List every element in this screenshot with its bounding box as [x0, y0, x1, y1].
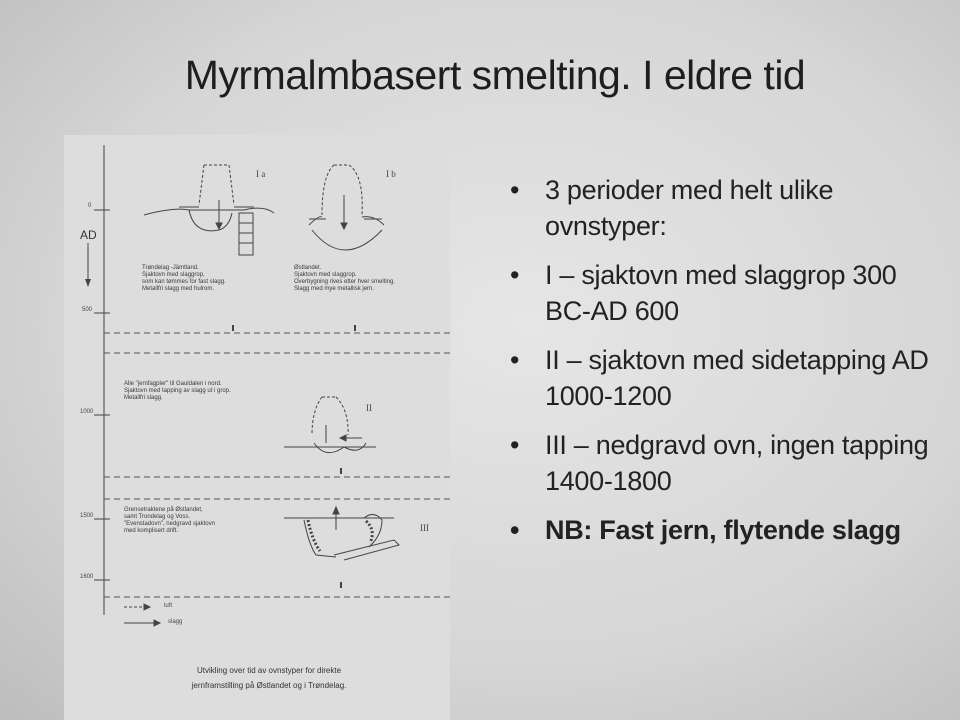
furnace-iii [284, 507, 399, 560]
bullet-text: II – sjaktovn med sidetapping AD 1000-1200 [545, 345, 929, 411]
furnace-ia [144, 165, 274, 255]
panel-label-ii: II [366, 403, 372, 413]
note-ii: Alle "jernfagpler" til Gauldalen i nord. Sjaktovn med tapping av slagg ut i grop. Metallfri slagg. [124, 381, 231, 401]
bullet-text: 3 perioder med helt ulike ovnstyper: [545, 175, 834, 241]
bullet-text: I – sjaktovn med slaggrop 300 BC-AD 600 [545, 260, 897, 326]
tick-label: 1000 [80, 409, 94, 415]
bullet-item [500, 342, 940, 414]
tick-label: 1500 [80, 513, 94, 519]
note-ib: Østlandet. Sjaktovn med slaggrop. Overbygning rives etter hver smelting. Slagg med mye metallisk jern. [294, 265, 396, 292]
bullet-dot: • [510, 345, 520, 375]
slide-title: Myrmalmbasert smelting. I eldre tid [184, 52, 806, 98]
bullet-list [500, 172, 940, 561]
figure-caption: Utvikling over tid av ovnstyper for direkte jernframstilling på Østlandet og i Trøndelag. [191, 666, 347, 690]
legend-air: luft [164, 603, 173, 609]
furnace-figure [64, 135, 450, 720]
tick-label: 0 [88, 203, 92, 209]
tick-label: 500 [82, 307, 93, 313]
panel-label-iii: III [420, 523, 429, 533]
furnace-ii [284, 397, 376, 453]
legend-arrows [124, 604, 160, 626]
bullet-dot: • [510, 260, 520, 290]
tick-label: 1600 [80, 574, 94, 580]
furnace-ib [309, 165, 384, 250]
legend-slag: slagg [168, 619, 183, 625]
note-iii: Grensetraktene på Østlandet, samt Trondelag og Voss. "Evenstadovn", nedgravd sjaktovn med komplisert drift. [124, 507, 215, 534]
bullet-dot: • [510, 175, 520, 205]
bullet-item [500, 427, 940, 499]
bullet-dot: • [510, 515, 520, 545]
panel-label-ib: I b [386, 169, 396, 179]
bullet-item [500, 257, 940, 329]
note-ia: Trøndelag -Jämtland. Sjaktovn med slaggrop, som kan tømmes for fast slagg. Metallfri slagg med hulrom. [142, 265, 226, 292]
bullet-text: III – nedgravd ovn, ingen tapping 1400-1800 [545, 430, 929, 496]
axis-label: AD [80, 228, 97, 242]
bullet-text: NB: Fast jern, flytende slagg [545, 515, 901, 545]
furnace-diagram [64, 135, 450, 720]
bullet-item [500, 172, 940, 244]
panel-label-ia: I a [256, 169, 266, 179]
bullet-item [500, 512, 940, 548]
bullet-dot: • [510, 430, 520, 460]
